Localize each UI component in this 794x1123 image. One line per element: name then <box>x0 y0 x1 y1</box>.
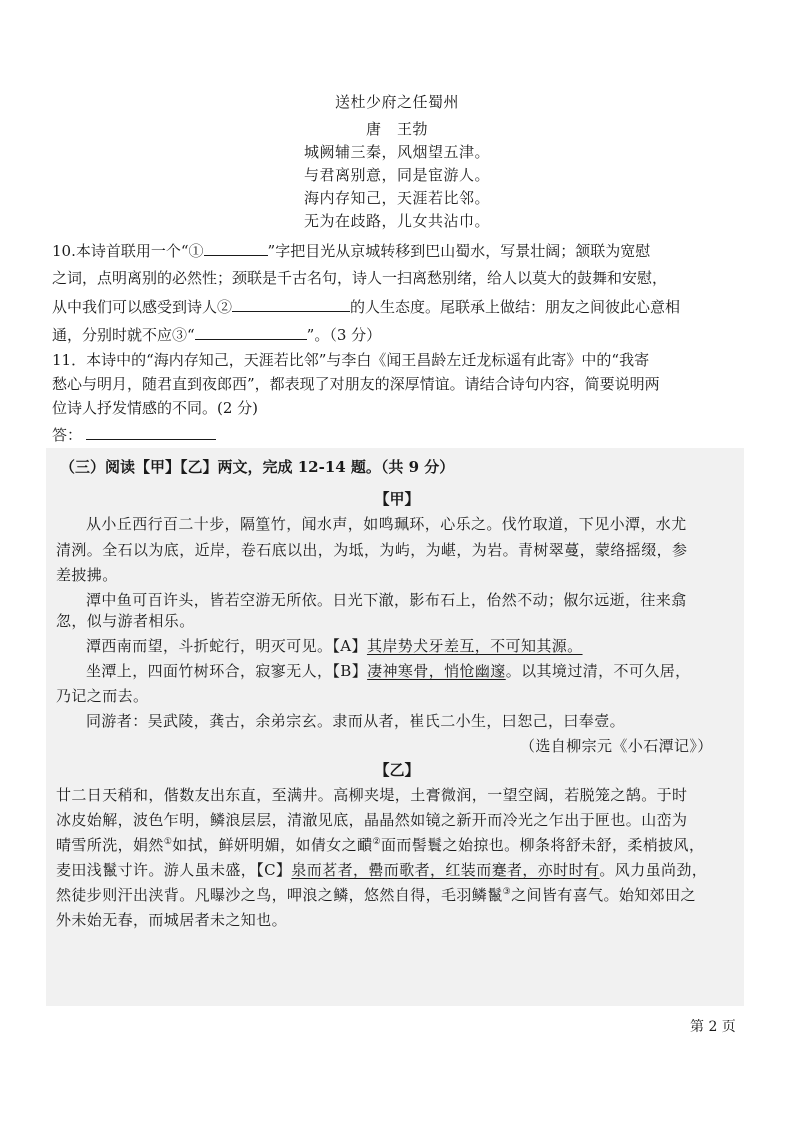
q10-blank-1[interactable] <box>204 240 268 256</box>
q10-text: 10.本诗首联用一个“① <box>52 242 204 260</box>
yi-text: 然徒步则汗出浃背。凡曝沙之鸟，呷浪之鳞，悠然自得，毛羽鳞鬣 <box>56 886 503 904</box>
poem-title: 送杜少府之任蜀州 <box>334 93 459 111</box>
jia-text-line: 清洌。全石以为底，近岸，卷石底以出，为坻，为屿，为嵁，为岩。青树翠蔓，蒙络摇缀，参 <box>56 541 688 559</box>
q10-line-4 <box>52 324 381 345</box>
q11-line-3: 位诗人抒发情感的不同。(2 分) <box>52 399 259 417</box>
yi-text: 之间皆有喜气。始知郊田之 <box>511 886 696 904</box>
yi-text: 如拭，鲜妍明媚，如倩女之靧 <box>172 836 373 854</box>
poem-line-2: 与君离别意，同是宦游人。 <box>303 166 490 184</box>
jia-text: 。以其境过清，不可久居， <box>505 662 691 680</box>
yi-text-line: 廿二日天稍和，偕数友出东直，至满井。高柳夹堤，土膏微润，一望空阔，若脱笼之鹄。于时 <box>56 786 688 804</box>
poem-author: 唐 王勃 <box>365 120 428 138</box>
jia-text-line: 潭中鱼可百许头，皆若空游无所依。日光下澈，影布石上，佁然不动；俶尔远逝，往来翕 <box>86 591 687 609</box>
yi-text: 麦田浅鬣寸许。游人虽未盛，【C】 <box>56 861 292 879</box>
jia-text-line <box>86 636 583 656</box>
yi-text: 。风力虽尚劲， <box>599 861 708 879</box>
q10-blank-2[interactable] <box>232 296 350 312</box>
q10-text: 从中我们可以感受到诗人② <box>52 298 233 316</box>
jia-text-line: 忽，似与游者相乐。 <box>56 612 195 630</box>
jia-text: 坐潭上，四面竹树环合，寂寥无人，【B】 <box>86 662 368 680</box>
poem-line-3: 海内存知己，天涯若比邻。 <box>303 189 490 207</box>
jia-text-line: 差披拂。 <box>56 566 118 584</box>
jia-text: 潭西南而望，斗折蛇行，明灭可见。【A】 <box>86 637 367 655</box>
q11-line-2: 愁心与明月，随君直到夜郎西”，都表现了对朋友的深厚情谊。请结合诗句内容，简要说明两 <box>52 375 660 393</box>
yi-text-line <box>56 885 696 905</box>
q10-text: 的人生态度。尾联承上做结：朋友之间彼此心意相 <box>350 298 681 316</box>
footnote-marker: ① <box>163 837 173 847</box>
yi-text: 晴雪所洗，娟然 <box>56 836 164 854</box>
answer-label: 答： <box>52 426 83 444</box>
page-number: 第 2 页 <box>690 1019 736 1035</box>
jia-text-line <box>86 661 691 681</box>
yi-text-line: 冰皮始解，波色乍明，鳞浪层层，清澈见底，晶晶然如镜之新开而冷光之乍出于匣也。山峦为 <box>56 811 688 829</box>
yi-text: 面而髻鬟之始掠也。柳条将舒未舒，柔梢披风， <box>380 836 705 854</box>
q10-line-3 <box>52 296 680 317</box>
yi-text-line: 外未始无春，而城居者未之知也。 <box>56 911 288 929</box>
yi-text-line <box>56 835 704 855</box>
jia-text-line: 乃记之而去。 <box>56 687 149 705</box>
jia-label: 【甲】 <box>374 490 420 508</box>
footnote-marker: ③ <box>502 887 512 897</box>
yi-label: 【乙】 <box>374 761 420 779</box>
footnote-marker: ② <box>372 837 381 847</box>
q10-text: 通，分别时就不应③“ <box>52 326 195 344</box>
poem-line-1: 城阙辅三秦，风烟望五津。 <box>303 143 490 161</box>
q11-line-1: 11．本诗中的“海内存知己，天涯若比邻”与李白《闻王昌龄左迁龙标遥有此寄》中的“我寄 <box>52 351 650 369</box>
jia-source: （选自柳宗元《小石潭记》） <box>520 737 713 755</box>
section-heading: （三）阅读【甲】【乙】两文，完成 12-14 题。（共 9 分） <box>60 458 455 476</box>
underlined-sentence-c: 泉而茗者，罍而歌者，红装而蹇者，亦时时有 <box>291 861 600 879</box>
q10-line-1 <box>52 240 650 261</box>
jia-text-line: 同游者：吴武陵，龚古，余弟宗玄。隶而从者，崔氏二小生，曰恕己，曰奉壹。 <box>86 712 626 730</box>
q11-answer-blank[interactable] <box>86 424 216 440</box>
yi-text-line <box>56 860 707 880</box>
q10-line-2: 之词，点明离别的必然性；颈联是千古名句，诗人一扫离愁别绪，给人以莫大的鼓舞和安慰， <box>52 269 668 287</box>
q10-text: ”。（3 分） <box>306 326 382 344</box>
poem-line-4: 无为在歧路，儿女共沾巾。 <box>303 212 490 230</box>
underlined-sentence-a: 其岸势犬牙差互，不可知其源。 <box>366 637 583 655</box>
jia-text-line: 从小丘西行百二十步，隔篁竹，闻水声，如鸣珮环，心乐之。伐竹取道，下见小潭，水尤 <box>86 515 687 533</box>
q10-blank-3[interactable] <box>195 324 307 340</box>
q11-answer-line <box>52 424 216 445</box>
underlined-sentence-b: 凄神寒骨，悄怆幽邃 <box>367 662 506 680</box>
q10-text: ”字把目光从京城转移到巴山蜀水，写景壮阔；颔联为宽慰 <box>267 242 651 260</box>
